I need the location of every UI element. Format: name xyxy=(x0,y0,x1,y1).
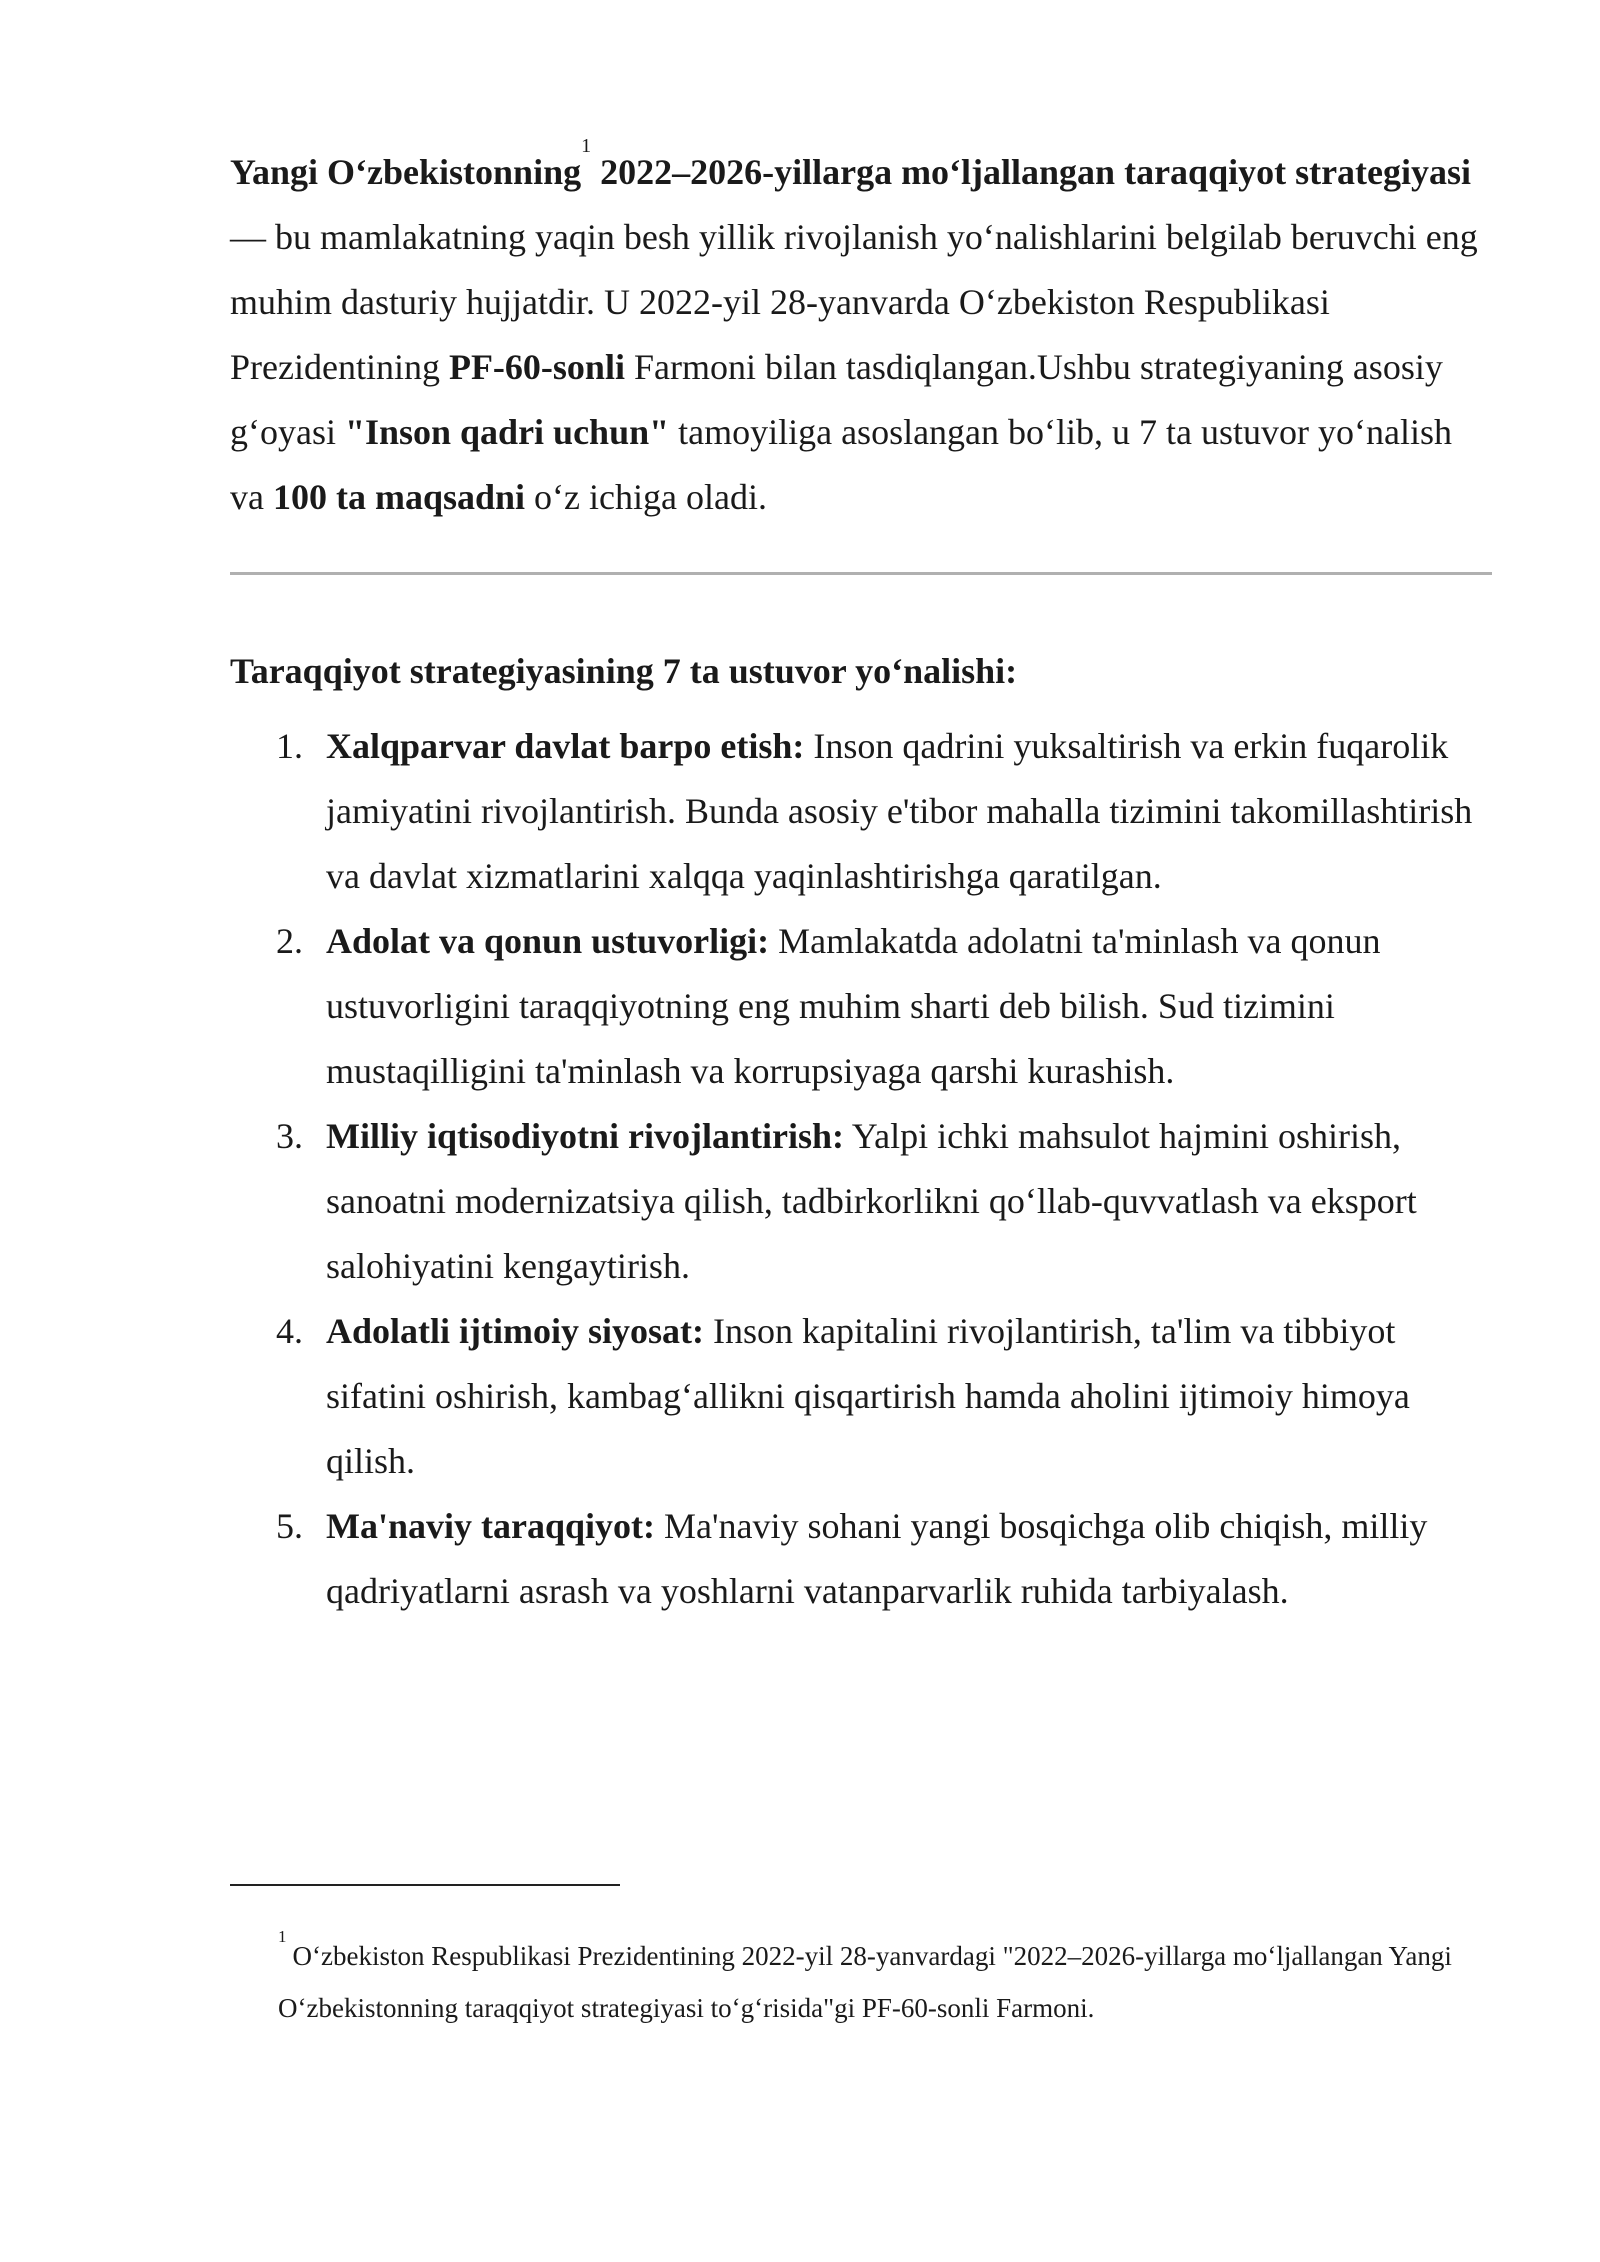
list-item-title: Milliy iqtisodiyotni rivojlantirish: xyxy=(326,1116,845,1156)
list-item-number: 3. xyxy=(276,1116,303,1156)
intro-text-3: tamoyiliga asoslangan bo‘lib, u 7 ta ustuvor yo‘nalish va xyxy=(230,412,1452,517)
list-item xyxy=(230,909,1492,1104)
list-item-title: Ma'naviy taraqqiyot: xyxy=(326,1506,655,1546)
list-item-text: Mamlakatda adolatni ta'minlash va qonun ustuvorligini taraqqiyotning eng muhim sharti deb bilish. Sud tizimini mustaqilligini ta'minlash va korrupsiyaga qarshi kurashish. xyxy=(326,921,1381,1091)
intro-text-2: Farmoni bilan tasdiqlangan.Ushbu strategiyaning asosiy g‘oyasi xyxy=(230,347,1443,452)
section-divider xyxy=(230,572,1492,575)
list-item-text: Inson qadrini yuksaltirish va erkin fuqarolik jamiyatini rivojlantirish. Bunda asosiy e'tibor mahalla tizimini takomillashtirish va davlat xizmatlarini xalqqa yaqinlashtirishga qaratilgan. xyxy=(326,726,1473,896)
list-item-number: 2. xyxy=(276,921,303,961)
document-page xyxy=(230,135,1492,1624)
list-item-title: Xalqparvar davlat barpo etish: xyxy=(326,726,805,766)
directions-list xyxy=(230,714,1492,1624)
list-item-text: Inson kapitalini rivojlantirish, ta'lim va tibbiyot sifatini oshirish, kambag‘allikni qisqartirish hamda aholini ijtimoiy himoya qilish. xyxy=(326,1311,1410,1481)
intro-decree-number: PF-60-sonli xyxy=(448,347,625,387)
list-item-title: Adolatli ijtimoiy siyosat: xyxy=(326,1311,704,1351)
footnote-text: O‘zbekiston Respublikasi Prezidentining 2022-yil 28-yanvardagi "2022–2026-yillarga mo‘ljallangan Yangi O‘zbekistonning taraqqiyot strategiyasi to‘g‘risida"gi PF-60-sonli Farmoni. xyxy=(278,1941,1452,2023)
intro-title-part-2: 2022–2026-yillarga mo‘ljallangan taraqqiyot strategiyasi xyxy=(591,152,1472,192)
list-item-number: 1. xyxy=(276,726,303,766)
list-item-text: Ma'naviy sohani yangi bosqichga olib chiqish, milliy qadriyatlarni asrash va yoshlarni vatanparvarlik ruhida tarbiyalash. xyxy=(326,1506,1428,1611)
intro-text-4: o‘z ichiga oladi. xyxy=(525,477,767,517)
intro-title-part-1: Yangi O‘zbekistonning xyxy=(230,152,582,192)
section-heading: Taraqqiyot strategiyasining 7 ta ustuvor yo‘nalishi: xyxy=(230,651,1018,691)
list-item xyxy=(230,714,1492,909)
footnote xyxy=(278,1927,1498,2034)
list-item-title: Adolat va qonun ustuvorligi: xyxy=(326,921,770,961)
intro-main-idea: "Inson qadri uchun" xyxy=(344,412,670,452)
list-item xyxy=(230,1104,1492,1299)
footnote-reference[interactable]: 1 xyxy=(581,135,592,157)
intro-goals-count: 100 ta maqsadni xyxy=(272,477,526,517)
footnote-mark: 1 xyxy=(278,1927,287,1946)
list-item-text: Yalpi ichki mahsulot hajmini oshirish, sanoatni modernizatsiya qilish, tadbirkorlikni qo‘llab-quvvatlash va eksport salohiyatini kengaytirish. xyxy=(326,1116,1417,1286)
list-item xyxy=(230,1299,1492,1494)
footnote-separator xyxy=(230,1884,620,1886)
list-item xyxy=(230,1494,1492,1624)
list-item-number: 4. xyxy=(276,1311,303,1351)
intro-text-1: — bu mamlakatning yaqin besh yillik rivojlanish yo‘nalishlarini belgilab beruvchi eng muhim dasturiy hujjatdir. U 2022-yil 28-yanvarda O‘zbekiston Respublikasi Prezidentining xyxy=(230,217,1478,387)
intro-paragraph xyxy=(230,135,1492,530)
list-item-number: 5. xyxy=(276,1506,303,1546)
